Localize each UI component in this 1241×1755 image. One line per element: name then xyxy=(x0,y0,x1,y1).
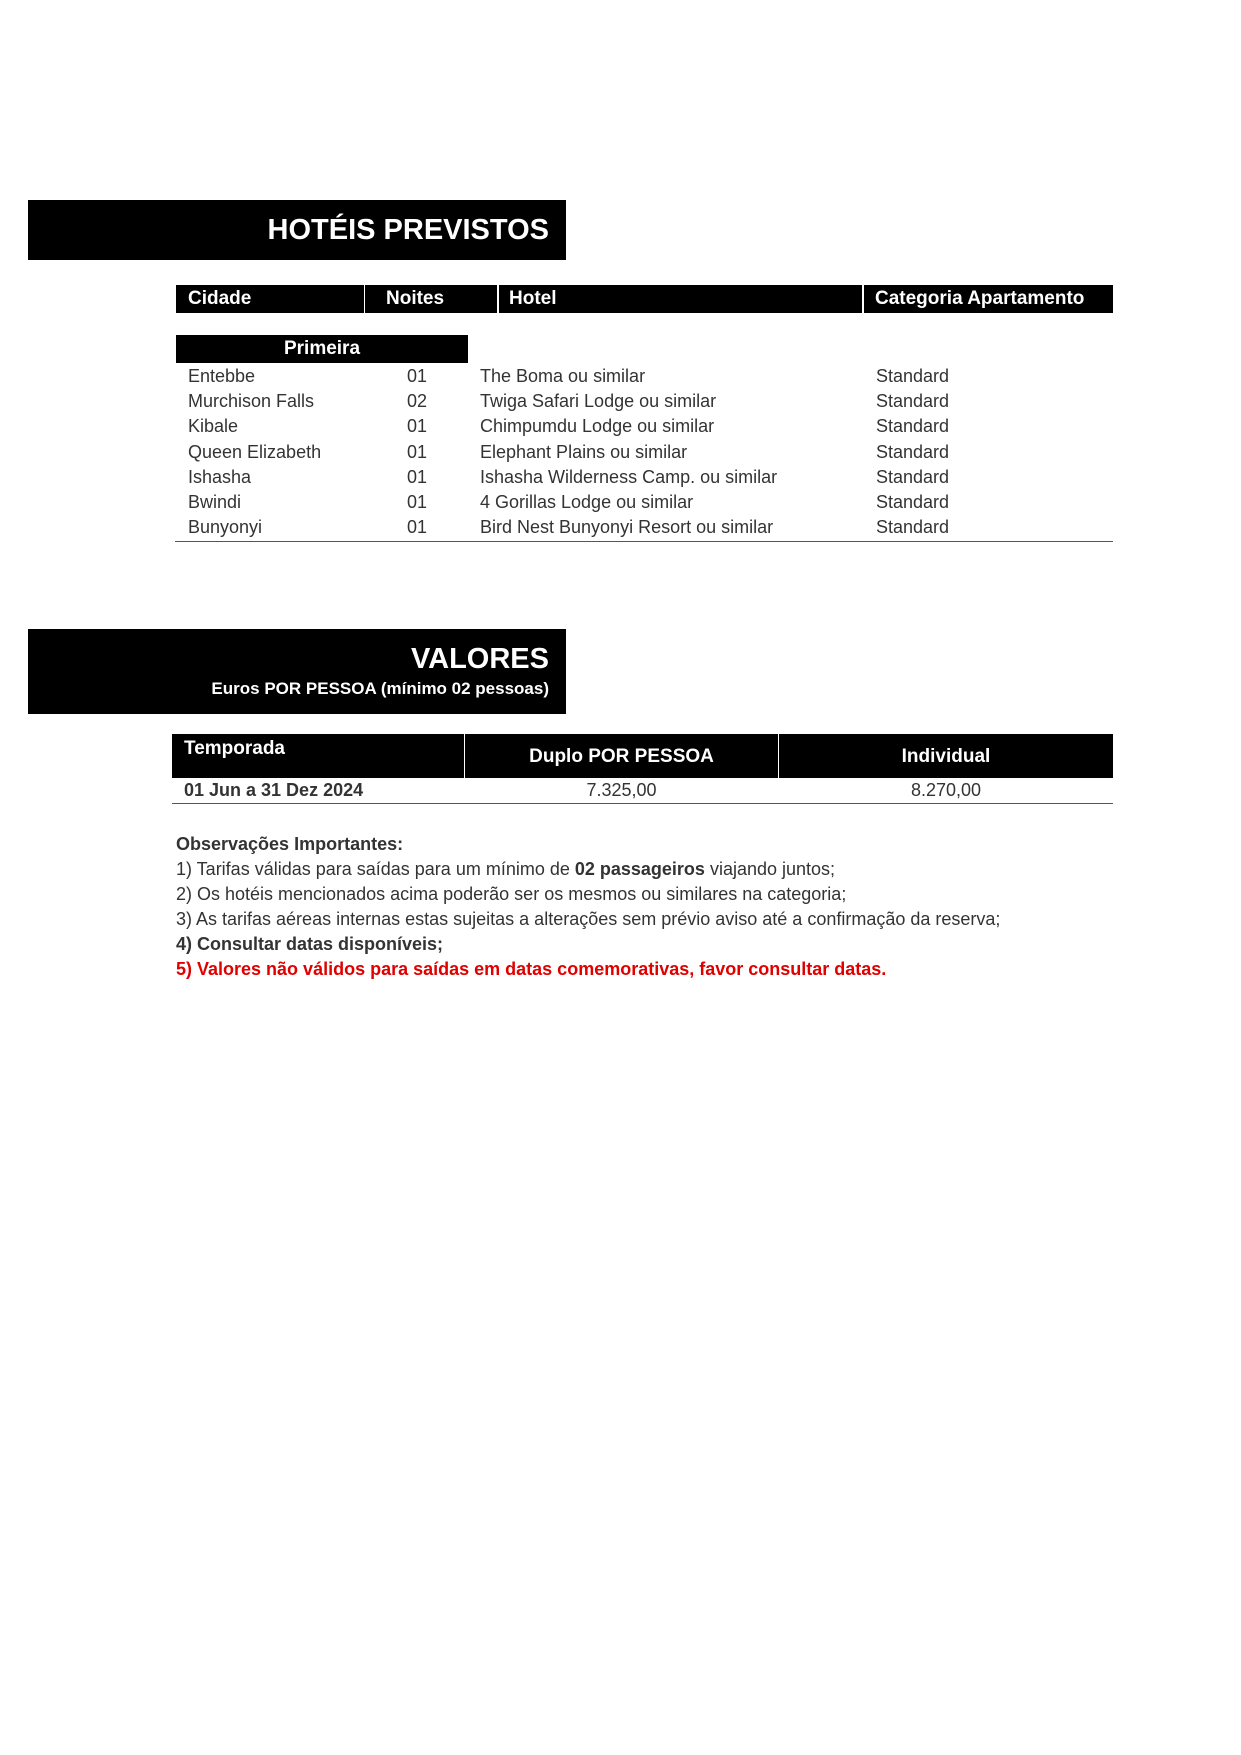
cell-city: Kibale xyxy=(188,416,239,436)
col-header-single: Individual xyxy=(901,746,991,767)
cell-city: Bunyonyi xyxy=(188,517,263,537)
table-bottom-rule xyxy=(172,803,1113,804)
cell-category: Standard xyxy=(876,416,950,436)
cell-nights: 01 xyxy=(407,492,428,512)
note-1 xyxy=(176,857,835,882)
note-4: 4) Consultar datas disponíveis; xyxy=(176,934,444,954)
col-header-nights: Noites xyxy=(386,288,445,309)
cell-city: Bwindi xyxy=(188,492,242,512)
note-2: 2) Os hotéis mencionados acima poderão ser os mesmos ou similares na categoria; xyxy=(176,884,847,904)
cell-hotel: Twiga Safari Lodge ou similar xyxy=(480,391,717,411)
cell-category: Standard xyxy=(876,492,950,512)
cell-category: Standard xyxy=(876,366,950,386)
cell-single: 8.270,00 xyxy=(910,780,982,800)
cell-hotel: Bird Nest Bunyonyi Resort ou similar xyxy=(480,517,774,537)
note-3: 3) As tarifas aéreas internas estas sujeitas a alterações sem prévio aviso até a confirmação da reserva; xyxy=(176,909,1001,929)
cell-nights: 01 xyxy=(407,467,428,487)
cell-hotel: Chimpumdu Lodge ou similar xyxy=(480,416,715,436)
col-header-city: Cidade xyxy=(188,288,252,309)
header-divider xyxy=(862,285,864,313)
cell-nights: 01 xyxy=(407,517,428,537)
cell-nights: 02 xyxy=(407,391,428,411)
table-bottom-rule xyxy=(175,541,1113,542)
group-label-primeira xyxy=(176,335,468,363)
header-divider xyxy=(497,285,499,313)
cell-hotel: The Boma ou similar xyxy=(480,366,646,386)
cell-category: Standard xyxy=(876,517,950,537)
cell-city: Queen Elizabeth xyxy=(188,442,322,462)
hotels-banner xyxy=(28,200,566,260)
cell-category: Standard xyxy=(876,467,950,487)
note-1-part-c: viajando juntos; xyxy=(704,859,836,879)
group-label-text: Primeira xyxy=(283,338,361,359)
values-title: VALORES xyxy=(410,643,549,675)
note-1-part-b: 02 passageiros xyxy=(574,859,705,879)
cell-nights: 01 xyxy=(407,366,428,386)
note-5: 5) Valores não válidos para saídas em datas comemorativas, favor consultar datas. xyxy=(176,959,887,979)
header-divider xyxy=(364,285,365,313)
cell-category: Standard xyxy=(876,442,950,462)
col-header-season: Temporada xyxy=(184,738,286,759)
cell-nights: 01 xyxy=(407,416,428,436)
values-banner xyxy=(28,629,566,714)
values-subtitle: Euros POR PESSOA (mínimo 02 pessoas) xyxy=(211,679,549,698)
cell-city: Murchison Falls xyxy=(188,391,315,411)
col-header-category: Categoria Apartamento xyxy=(875,288,1085,309)
notes-title: Observações Importantes: xyxy=(176,834,404,854)
note-1-part-a: 1) Tarifas válidas para saídas para um mínimo de xyxy=(176,859,575,879)
hotels-title: HOTÉIS PREVISTOS xyxy=(267,214,549,246)
cell-city: Entebbe xyxy=(188,366,256,386)
cell-category: Standard xyxy=(876,391,950,411)
cell-hotel: Elephant Plains ou similar xyxy=(480,442,688,462)
cell-city: Ishasha xyxy=(188,467,252,487)
cell-season: 01 Jun a 31 Dez 2024 xyxy=(184,780,364,800)
col-header-double: Duplo POR PESSOA xyxy=(529,746,714,767)
cell-hotel: 4 Gorillas Lodge ou similar xyxy=(480,492,694,512)
cell-nights: 01 xyxy=(407,442,428,462)
cell-double: 7.325,00 xyxy=(586,780,657,800)
cell-hotel: Ishasha Wilderness Camp. ou similar xyxy=(480,467,778,487)
col-header-hotel: Hotel xyxy=(509,288,557,309)
